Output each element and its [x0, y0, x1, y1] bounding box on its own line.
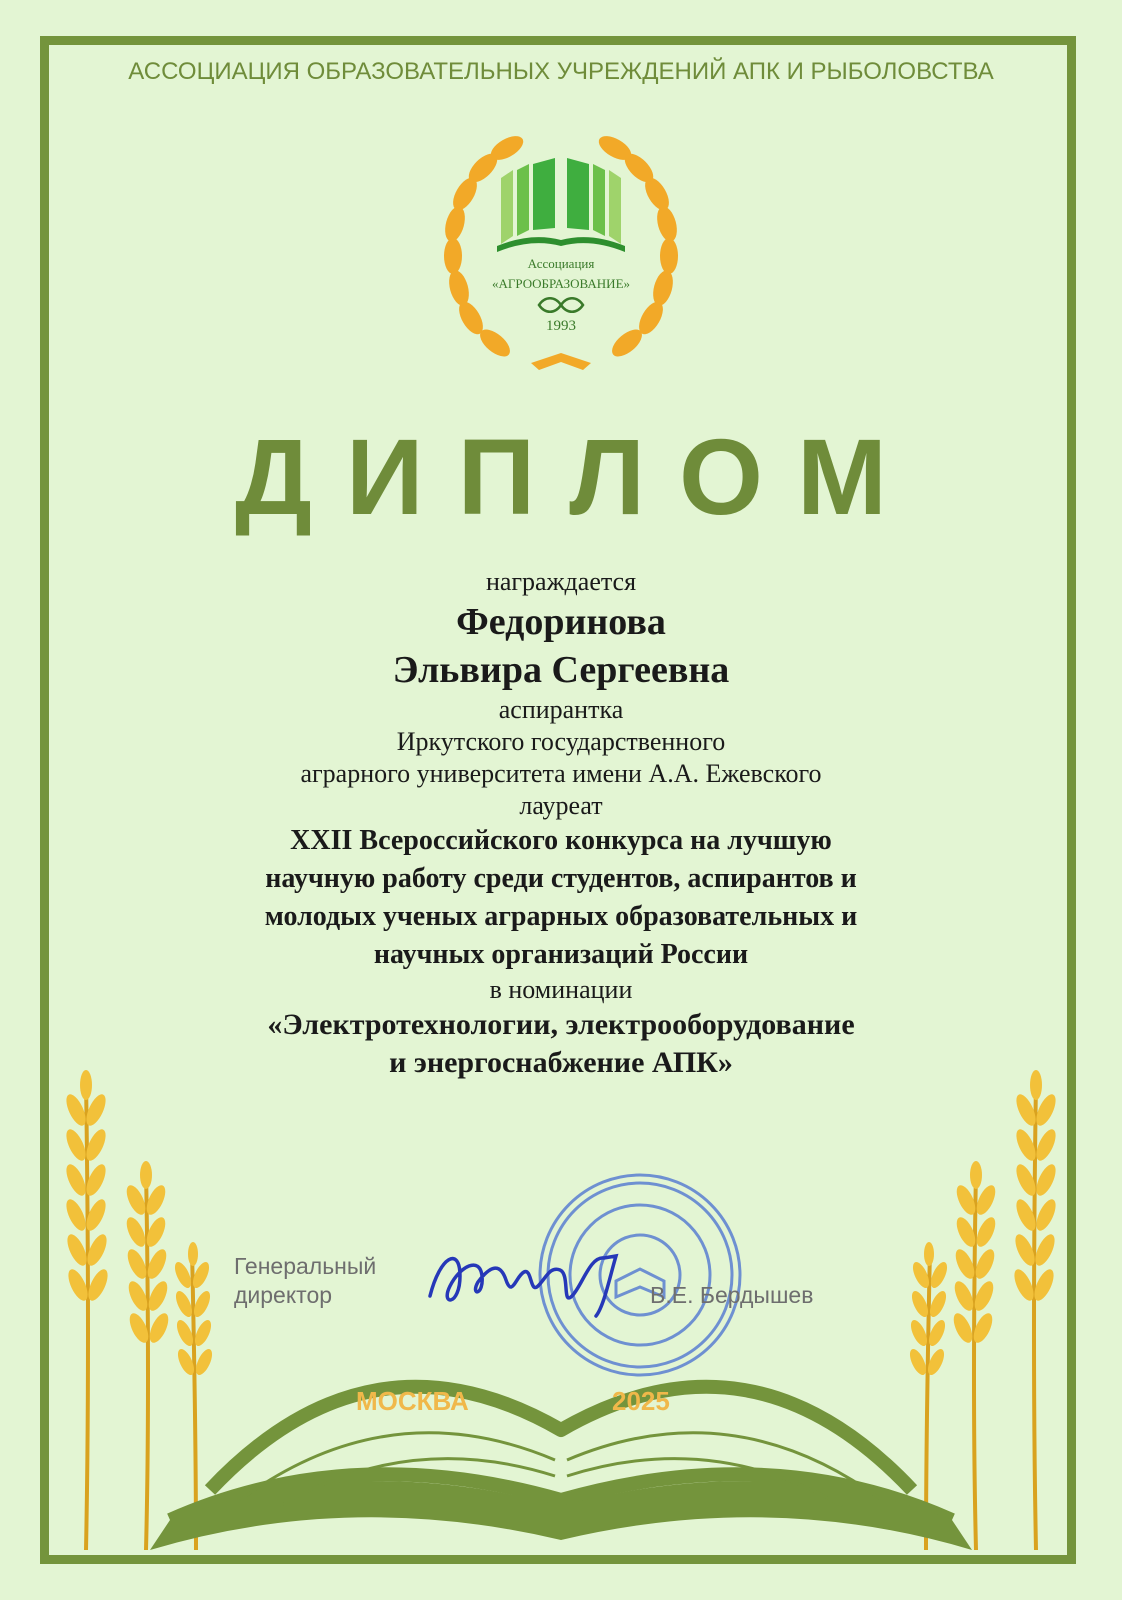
role-line2: директор	[234, 1282, 333, 1308]
handwritten-signature	[420, 1236, 650, 1326]
signatory-role	[234, 1252, 434, 1310]
recipient-position: аспирантка	[498, 695, 624, 724]
association-header: АССОЦИАЦИЯ ОБРАЗОВАТЕЛЬНЫХ УЧРЕЖДЕНИЙ АПК И РЫБОЛОВСТВА	[128, 58, 994, 85]
organization-line1: Иркутского государственного	[396, 727, 726, 756]
contest-line: XXII Всероссийского конкурса на лучшую	[290, 825, 832, 856]
contest-line: научных организаций России	[373, 939, 749, 970]
nomination-line: и энергоснабжение АПК»	[389, 1046, 733, 1079]
recipient-surname: Федоринова	[456, 601, 666, 643]
emblem-year: 1993	[546, 318, 576, 334]
role-line1: Генеральный	[234, 1253, 377, 1279]
nomination-intro: в номинации	[489, 975, 633, 1004]
emblem-line1: Ассоциация	[527, 256, 595, 271]
recipient-given-names: Эльвира Сергеевна	[392, 649, 730, 691]
emblem-line2: «АГРООБРАЗОВАНИЕ»	[491, 276, 631, 291]
footer-city: МОСКВА	[356, 1386, 469, 1416]
footer-year: 2025	[612, 1386, 670, 1416]
award-text	[60, 566, 1062, 1082]
laureate-status: лауреат	[519, 791, 603, 820]
association-emblem	[421, 118, 701, 388]
contest-line: научную работу среди студентов, аспирантов и	[265, 863, 857, 894]
awarded-label: награждается	[485, 567, 637, 596]
nomination-line: «Электротехнологии, электрооборудование	[267, 1008, 855, 1041]
contest-line: молодых ученых аграрных образовательных и	[264, 901, 858, 932]
diploma-title: ДИПЛОМ	[235, 416, 921, 537]
signatory-name: В.Е. Бердышев	[650, 1282, 814, 1308]
organization-line2: аграрного университета имени А.А. Ежевского	[300, 759, 822, 788]
